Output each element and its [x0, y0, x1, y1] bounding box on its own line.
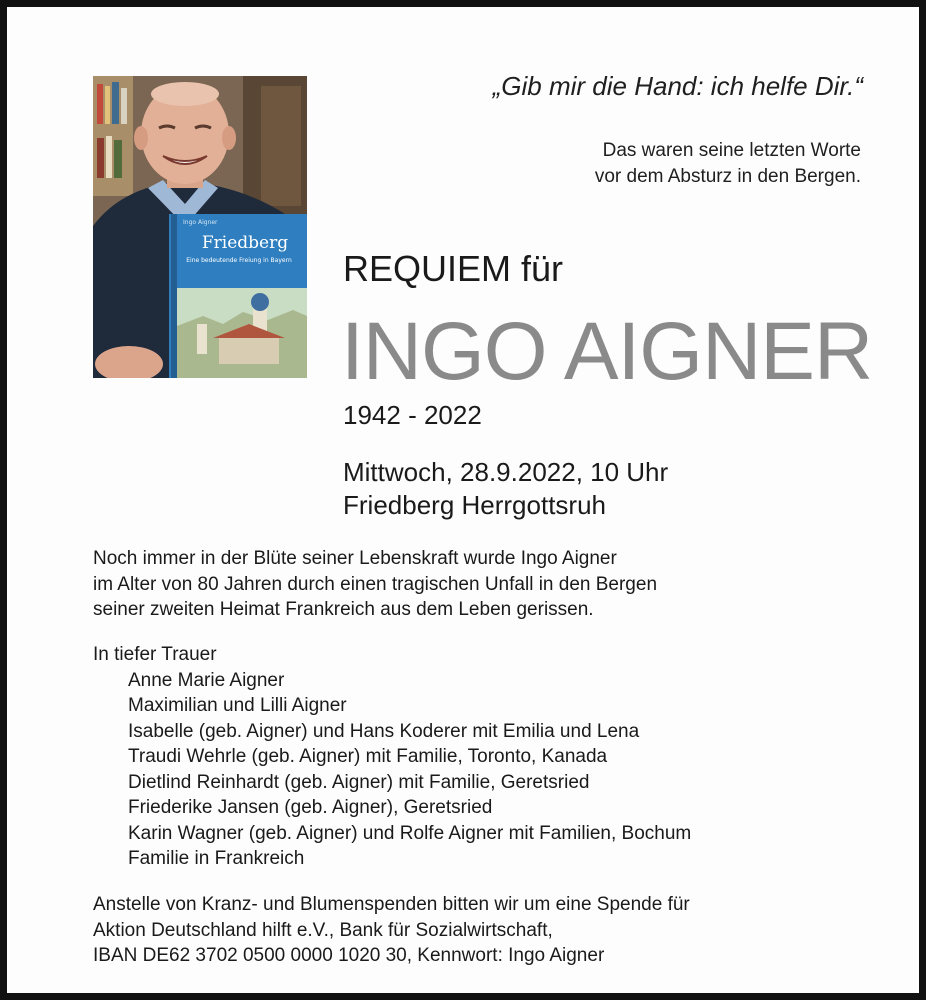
donation-line: Anstelle von Kranz- und Blumenspenden bitten wir um eine Spende für [93, 894, 690, 915]
mourner: Friederike Jansen (geb. Aigner), Geretsried [128, 797, 493, 818]
obituary-text-line: seiner zweiten Heimat Frankreich aus dem Leben gerissen. [93, 599, 594, 620]
obituary-text-line: im Alter von 80 Jahren durch einen tragischen Unfall in den Bergen [93, 573, 658, 595]
requiem-heading: REQUIEM für [343, 248, 564, 289]
donation-request [93, 892, 690, 969]
event-place: Friedberg Herrgottsruh [343, 490, 606, 520]
donation-line: Aktion Deutschland hilft e.V., Bank für Sozialwirtschaft, [93, 919, 553, 941]
event-date-time: Mittwoch, 28.9.2022, 10 Uhr [343, 457, 669, 487]
obituary-text [93, 546, 657, 623]
mourner: Karin Wagner (geb. Aigner) und Rolfe Aigner mit Familien, Bochum [128, 822, 692, 844]
life-years: 1942 - 2022 [343, 400, 482, 430]
mourning-intro: In tiefer Trauer [93, 644, 217, 665]
book-author: Ingo Aigner [183, 219, 218, 226]
event-details [343, 456, 668, 522]
mourner: Traudi Wehrle (geb. Aigner) mit Familie, Toronto, Kanada [128, 746, 608, 767]
mourner: Dietlind Reinhardt (geb. Aigner) mit Familie, Geretsried [128, 771, 590, 793]
donation-line: IBAN DE62 3702 0500 0000 1020 30, Kennwort: Ingo Aigner [93, 945, 605, 966]
quote: „Gib mir die Hand: ich helfe Dir.“ [492, 71, 863, 101]
portrait-photo [93, 76, 307, 378]
obituary-text-line: Noch immer in der Blüte seiner Lebenskraft wurde Ingo Aigner [93, 548, 617, 569]
deceased-name: INGO AIGNER [341, 306, 873, 397]
quote-note [595, 138, 861, 190]
book-subtitle: Eine bedeutende Freiung in Bayern [186, 257, 292, 264]
mourner: Isabelle (geb. Aigner) und Hans Koderer mit Emilia und Lena [128, 720, 640, 742]
mourner: Familie in Frankreich [128, 848, 305, 869]
quote-note-line: vor dem Absturz in den Bergen. [594, 166, 861, 187]
book-title: Friedberg [201, 233, 289, 253]
quote-note-line: Das waren seine letzten Worte [602, 140, 861, 161]
mourner: Maximilian und Lilli Aigner [128, 695, 347, 716]
mourner: Anne Marie Aigner [128, 669, 285, 691]
mourners-list [93, 642, 691, 872]
